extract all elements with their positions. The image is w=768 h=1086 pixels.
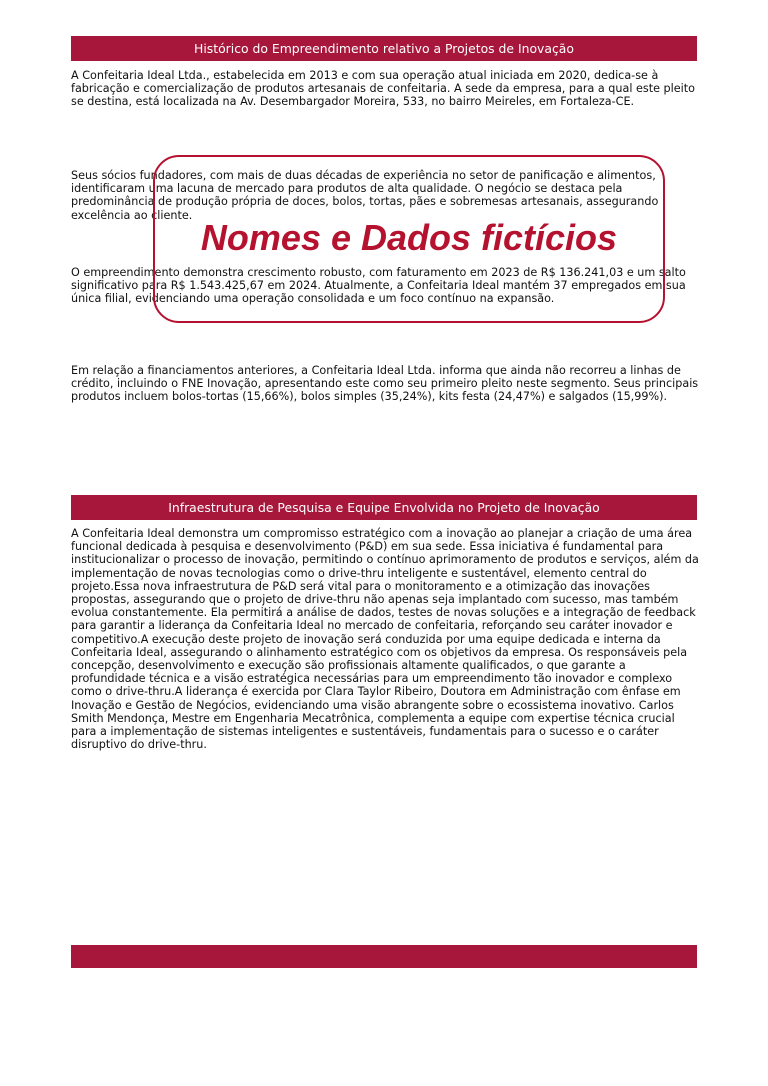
paragraph-historico-2: Seus sócios fundadores, com mais de duas décadas de experiência no setor de panificação e alimentos, identificaram uma lacuna de mercado para produtos de alta qualidade. O negócio se destaca pela predominância de produção própria de doces, bolos, tortas, pães e sobremesas artesanais, assegurando excelência ao cliente. <box>71 169 659 222</box>
watermark-text: Nomes e Dados fictícios <box>200 217 618 258</box>
paragraph-historico-1: A Confeitaria Ideal Ltda., estabelecida em 2013 e com sua operação atual iniciada em 2020, dedica-se à fabricação e comercialização de produtos artesanais de confeitaria. A sede da empresa, para a qual este pleito se destina, está localizada na Av. Desembargador Moreira, 533, no bairro Meireles, em Fortaleza-CE. <box>71 69 695 109</box>
section-header-infraestrutura: Infraestrutura de Pesquisa e Equipe Envolvida no Projeto de Inovação <box>71 495 697 520</box>
paragraph-historico-4: Em relação a financiamentos anteriores, a Confeitaria Ideal Ltda. informa que ainda não recorreu a linhas de crédito, incluindo o FNE Inovação, apresentando este como seu primeiro pleito neste segmento. Seus principais produtos incluem bolos-tortas (15,66%), bolos simples (35,24%), kits festa (24,47%) e salgados (15,99%). <box>71 364 699 404</box>
section-header-historico: Histórico do Empreendimento relativo a Projetos de Inovação <box>71 36 697 61</box>
footer-bar <box>71 945 697 968</box>
paragraph-infraestrutura-1: A Confeitaria Ideal demonstra um compromisso estratégico com a inovação ao planejar a criação de uma área funcional dedicada à pesquisa e desenvolvimento (P&D) em sua sede. Essa iniciativa é fundamental para institucionalizar o processo de inovação, permitindo o contínuo aprimoramento de produtos e serviços, além da implementação de novas tecnologias como o drive-thru inteligente e sustentável, elemento central do projeto.Essa nova infraestrutura de P&D será vital para o monitoramento e a otimização das inovações propostas, assegurando que o projeto de drive-thru não apenas seja implantado com sucesso, mas também evolua constantemente. Ela permitirá a análise de dados, testes de novas soluções e a integração de feedback para garantir a liderança da Confeitaria Ideal no mercado de confeitaria, reforçando seu caráter inovador e competitivo.A execução deste projeto de inovação será conduzida por uma equipe dedicada e interna da Confeitaria Ideal, assegurando o alinhamento estratégico com os objetivos da empresa. Os responsáveis pela concepção, desenvolvimento e execução são profissionais altamente qualificados, o que garante a profundidade técnica e a visão estratégica necessárias para um empreendimento tão inovador e complexo como o drive-thru.A liderança é exercida por Clara Taylor Ribeiro, Doutora em Administração com ênfase em Inovação e Gestão de Negócios, evidenciando uma visão abrangente sobre o ecossistema inovativo. Carlos Smith Mendonça, Mestre em Engenharia Mecatrônica, complementa a equipe com expertise técnica crucial para a implementação de sistemas inteligentes e sustentáveis, fundamentais para o sucesso e o caráter disruptivo do drive-thru. <box>71 527 699 752</box>
paragraph-historico-3: O empreendimento demonstra crescimento robusto, com faturamento em 2023 de R$ 136.241,03 e um salto significativo para R$ 1.543.425,67 em 2024. Atualmente, a Confeitaria Ideal mantém 37 empregados em sua única filial, evidenciando uma operação consolidada e um foco contínuo na expansão. <box>71 266 686 306</box>
